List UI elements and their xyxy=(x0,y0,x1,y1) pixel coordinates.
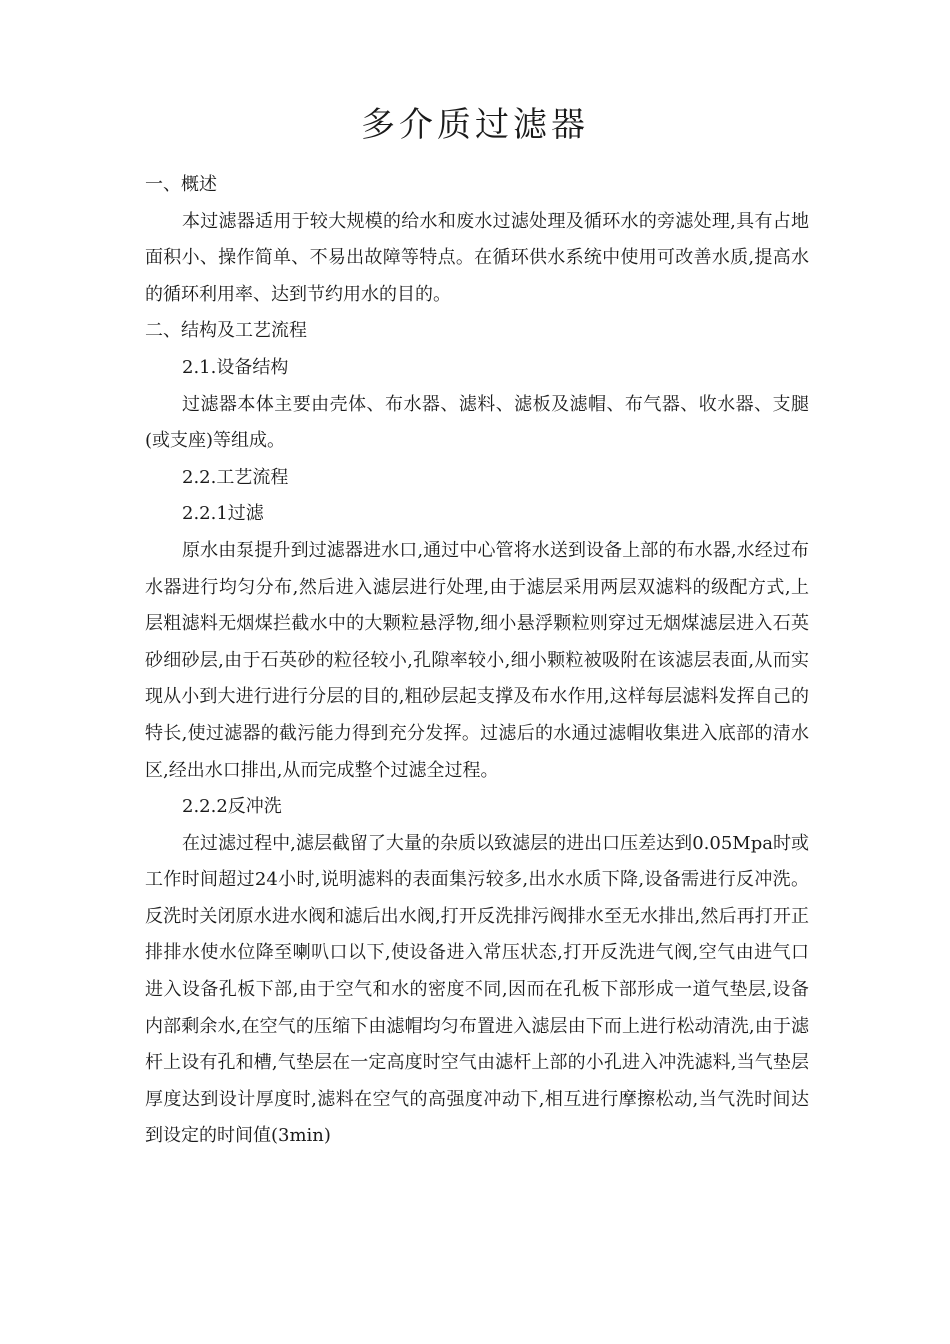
subheading-process-flow: 2.2.工艺流程 xyxy=(182,466,289,488)
document-body xyxy=(145,167,809,1155)
subheading-backwash: 2.2.2反冲洗 xyxy=(182,796,282,818)
filtration-paragraph: 原水由泵提升到过滤器进水口,通过中心管将水送到设备上部的布水器,水经过布水器进行均匀分布,然后进入滤层进行处理,由于滤层采用两层双滤料的级配方式,上层粗滤料无烟煤拦截水中的大颗粒悬浮物,细小悬浮颗粒则穿过无烟煤滤层进入石英砂细砂层,由于石英砂的粒径较小,孔隙率较小,细小颗粒被吸附在该滤层表面,从而实现从小到大进行进行分层的目的,粗砂层起支撑及布水作用,这样每层滤料发挥自己的特长,使过滤器的截污能力得到充分发挥。过滤后的水通过滤帽收集进入底部的清水区,经出水口排出,从而完成整个过滤全过程。 xyxy=(145,539,809,781)
equipment-structure-paragraph: 过滤器本体主要由壳体、布水器、滤料、滤板及滤帽、布气器、收水器、支腿(或支座)等组成。 xyxy=(145,393,809,452)
subheading-filtration: 2.2.1过滤 xyxy=(182,503,264,525)
document-title: 多介质过滤器 xyxy=(361,105,589,145)
overview-paragraph: 本过滤器适用于较大规模的给水和废水过滤处理及循环水的旁滤处理,具有占地面积小、操作简单、不易出故障等特点。在循环供水系统中使用可改善水质,提高水的循环利用率、达到节约用水的目的。 xyxy=(145,210,809,305)
subheading-equipment-structure: 2.1.设备结构 xyxy=(182,356,289,378)
backwash-paragraph: 在过滤过程中,滤层截留了大量的杂质以致滤层的进出口压差达到0.05Mpa时或工作时间超过24小时,说明滤料的表面集污较多,出水水质下降,设备需进行反冲洗。反洗时关闭原水进水阀和滤后出水阀,打开反洗排污阀排水至无水排出,然后再打开正排排水使水位降至喇叭口以下,使设备进入常压状态,打开反洗进气阀,空气由进气口进入设备孔板下部,由于空气和水的密度不同,因而在孔板下部形成一道气垫层,设备内部剩余水,在空气的压缩下由滤帽均匀布置进入滤层由下而上进行松动清洗,由于滤杆上设有孔和槽,气垫层在一定高度时空气由滤杆上部的小孔进入冲洗滤料,当气垫层厚度达到设计厚度时,滤料在空气的高强度冲动下,相互进行摩擦松动,当气洗时间达到设定的时间值(3min) xyxy=(145,832,809,1147)
section-heading-structure: 二、结构及工艺流程 xyxy=(145,320,307,342)
section-heading-overview: 一、概述 xyxy=(145,174,217,195)
